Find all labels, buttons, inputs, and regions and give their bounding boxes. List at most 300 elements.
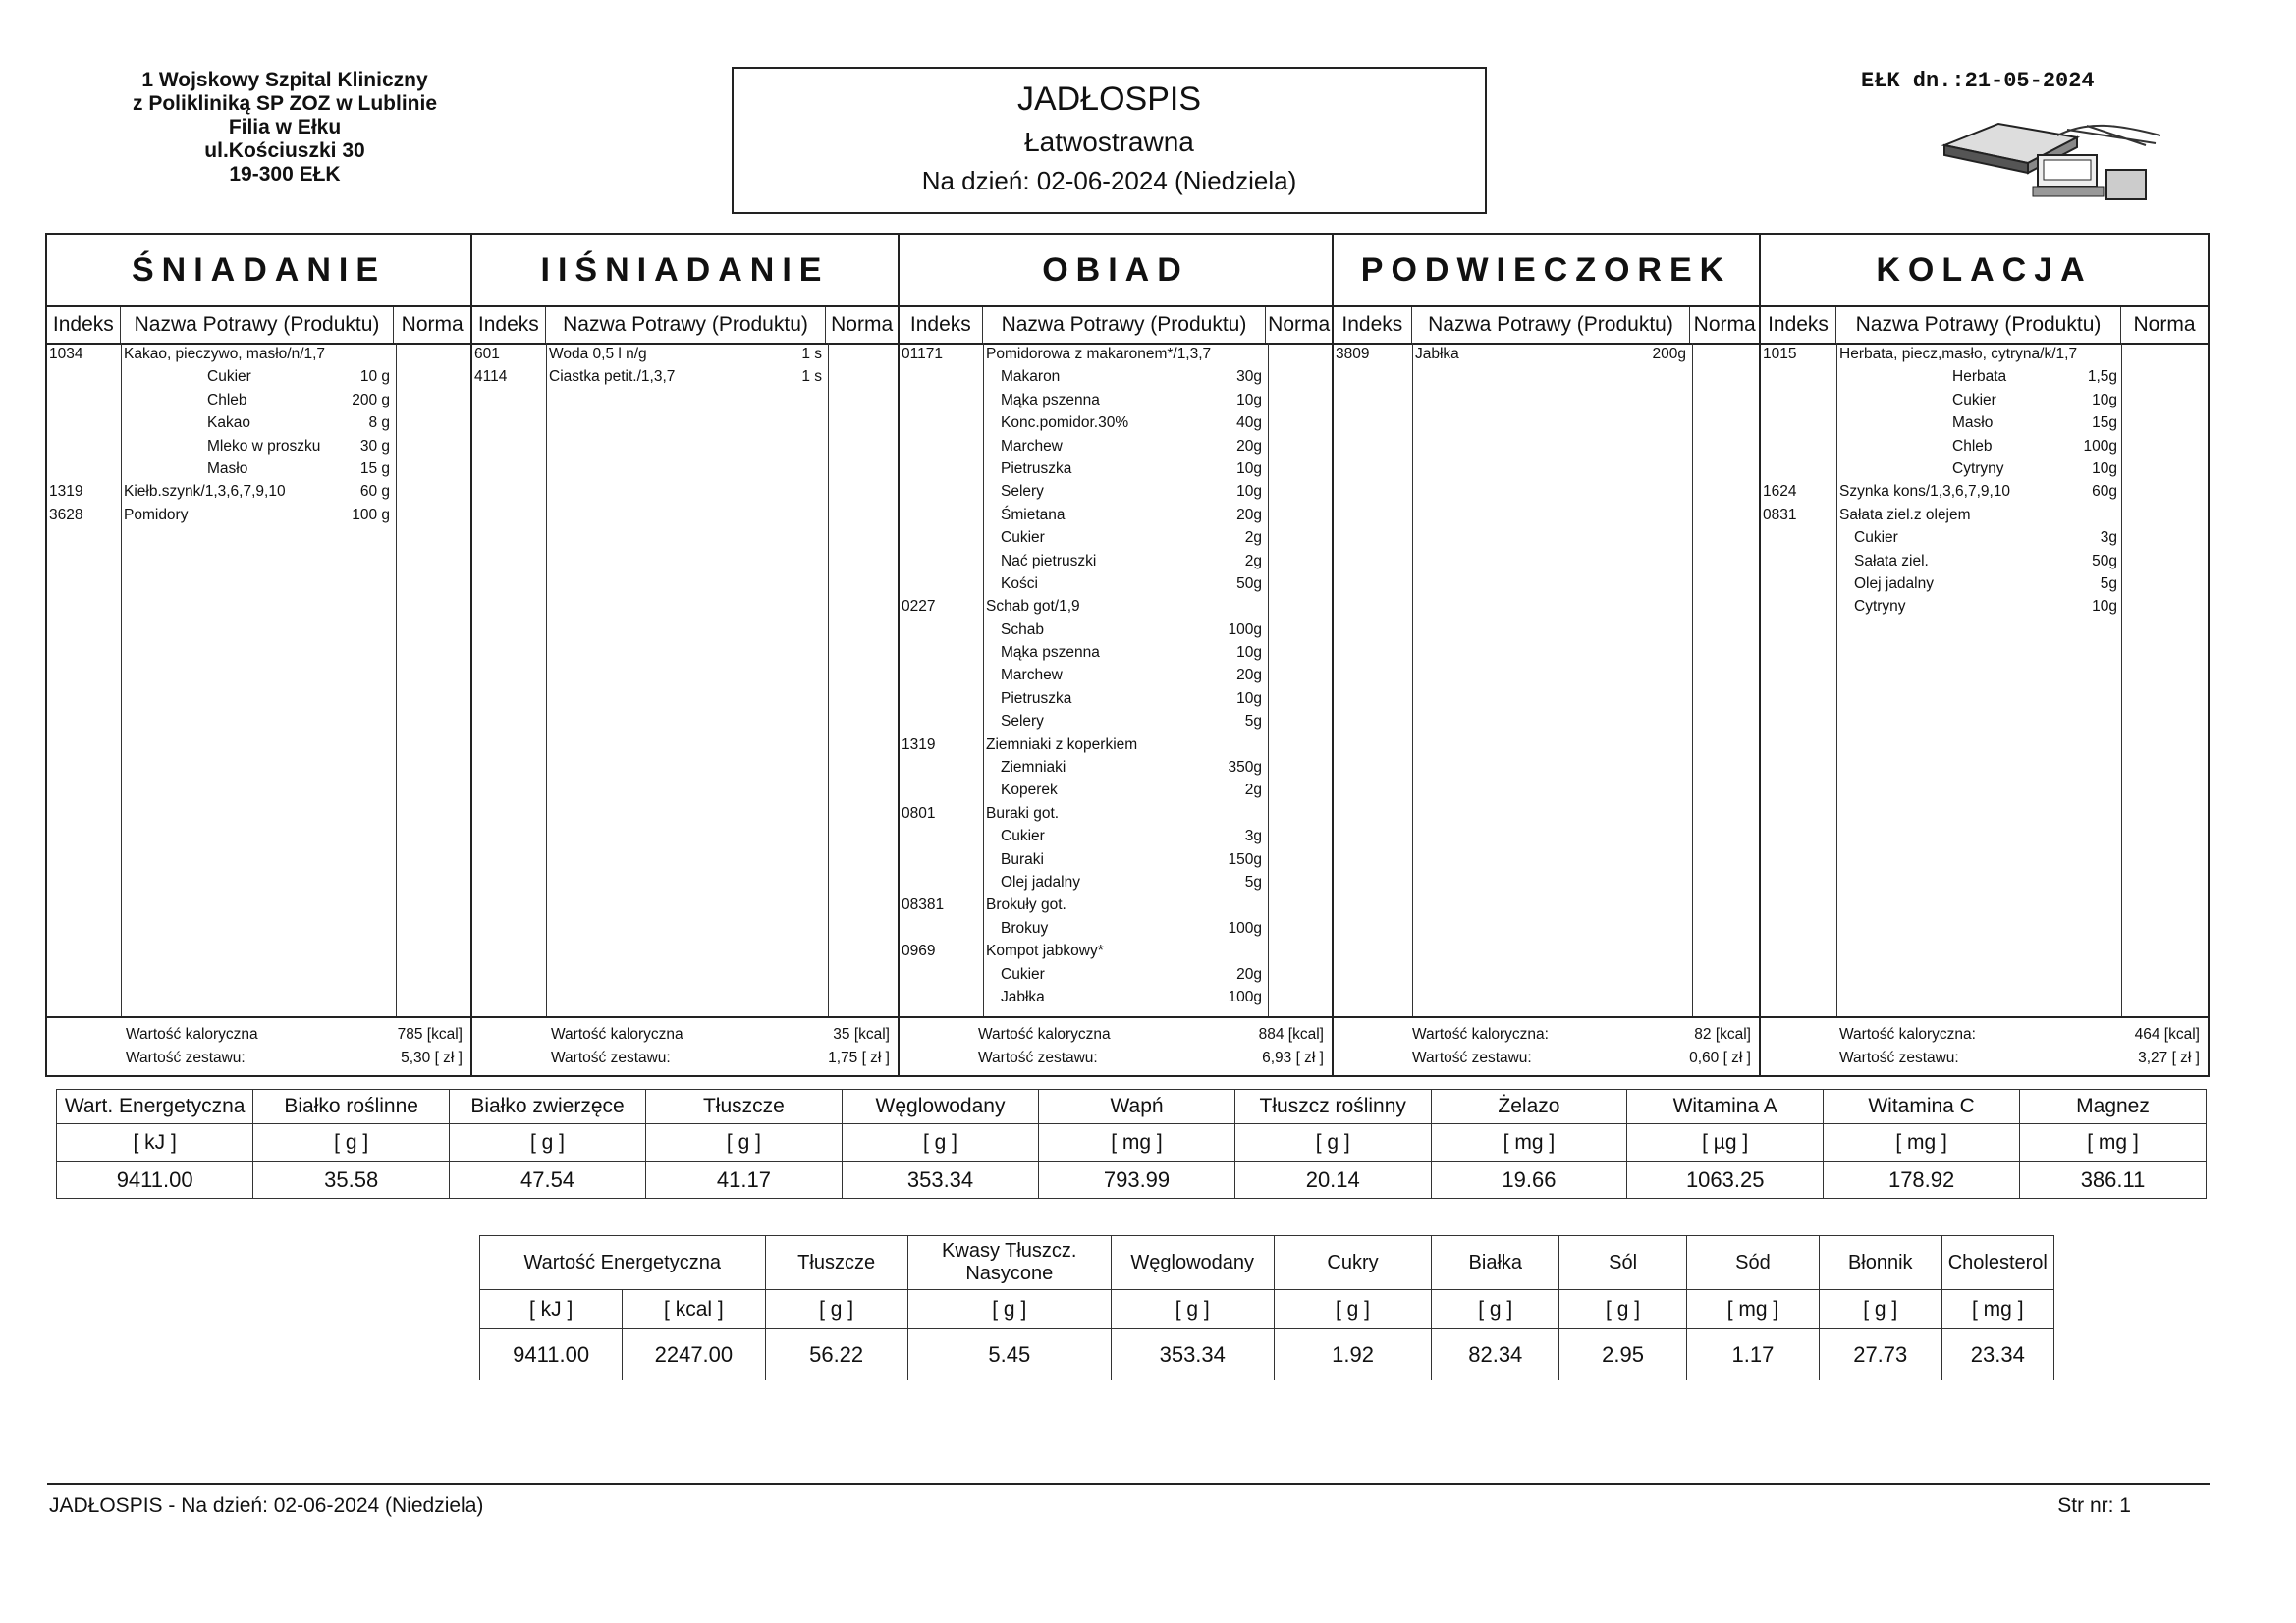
item-norm: 2g [1244, 552, 1262, 569]
column-headers [900, 307, 1332, 345]
menu-item-row [900, 917, 1332, 940]
item-norm: 20g [1236, 506, 1262, 523]
kcal-label: Wartość kaloryczna: [1412, 1026, 1549, 1043]
item-norm: 100g [1228, 988, 1262, 1005]
nutrient-value: 35.58 [253, 1162, 450, 1199]
ingredient-name: Olej jadalny [1001, 873, 1080, 891]
item-index: 0969 [902, 943, 936, 960]
ingredient-name: Selery [1001, 713, 1044, 730]
dish-name: Szynka kons/1,3,6,7,9,10 [1839, 483, 2011, 501]
menu-item-row [900, 893, 1332, 916]
index-header: Indeks [47, 307, 121, 343]
nutrient2-name: Cukry [1274, 1236, 1432, 1290]
ingredient-name: Sałata ziel. [1854, 552, 1929, 569]
ingredient-name: Cukier [1854, 529, 1898, 547]
dish-name: Schab got/1,9 [986, 598, 1080, 616]
item-index: 0801 [902, 804, 936, 822]
nutrition-value-row [57, 1162, 2207, 1199]
meal-title: KOLACJA [1761, 235, 2208, 307]
nutrient2-name: Błonnik [1819, 1236, 1941, 1290]
item-norm: 5g [2100, 574, 2117, 592]
nutrient-name: Węglowodany [842, 1090, 1038, 1124]
ingredient-name: Marchew [1001, 437, 1063, 455]
dish-name: Brokuły got. [986, 896, 1066, 914]
nutrient-name: Tłuszcz roślinny [1234, 1090, 1431, 1124]
cost-label: Wartość zestawu: [1839, 1050, 1959, 1066]
ingredient-name: Pietruszka [1001, 460, 1072, 477]
nutrient-name: Białko zwierzęce [450, 1090, 646, 1124]
menu-item-row [472, 343, 898, 365]
item-norm: 100 g [352, 506, 390, 523]
cost-value: 0,60 [ zł ] [1689, 1050, 1751, 1066]
meal-items [900, 343, 1332, 1016]
item-norm: 100g [1228, 621, 1262, 638]
dish-name: Pomidorowa z makaronem*/1,3,7 [986, 346, 1212, 362]
menu-grid [45, 233, 2210, 1077]
dish-name: Kakao, pieczywo, masło/n/1,7 [124, 346, 326, 362]
item-index: 1015 [1763, 346, 1797, 362]
item-norm: 10g [1236, 460, 1262, 477]
norm-divider [828, 343, 829, 1016]
menu-item-row [1761, 411, 2208, 434]
ingredient-name: Buraki [1001, 850, 1044, 868]
nutrient2-unit: [ g ] [1559, 1290, 1687, 1329]
nutrient2-name: Kwasy Tłuszcz. Nasycone [907, 1236, 1111, 1290]
menu-item-row [900, 802, 1332, 825]
nutrient2-unit: [ g ] [765, 1290, 907, 1329]
item-norm: 10g [2092, 460, 2117, 477]
ingredient-name: Jabłka [1001, 988, 1045, 1005]
item-norm: 5g [1244, 713, 1262, 730]
item-norm: 30g [1236, 368, 1262, 386]
item-norm: 3g [1244, 828, 1262, 845]
item-norm: 15g [2092, 414, 2117, 432]
nutrient-value: 793.99 [1039, 1162, 1235, 1199]
menu-item-row [900, 343, 1332, 365]
nutrient2-unit: [ kJ ] [480, 1290, 623, 1329]
column-headers [1761, 307, 2208, 345]
ingredient-name: Mleko w proszku [207, 437, 321, 455]
ingredient-name: Śmietana [1001, 506, 1066, 523]
item-norm: 8 g [368, 414, 390, 432]
item-norm: 100g [1228, 919, 1262, 937]
cost-label: Wartość zestawu: [978, 1050, 1098, 1066]
cost-value: 6,93 [ zł ] [1262, 1050, 1324, 1066]
item-index: 4114 [474, 368, 508, 386]
ingredient-name: Ziemniaki [1001, 759, 1066, 777]
nutrient-value: 386.11 [2020, 1162, 2207, 1199]
ingredient-name: Masło [207, 460, 248, 477]
nutrient-value: 19.66 [1431, 1162, 1627, 1199]
nutrient2-unit: [ kcal ] [623, 1290, 765, 1329]
menu-item-row [47, 389, 470, 411]
ingredient-name: Nać pietruszki [1001, 552, 1097, 569]
hospital-street: ul.Kościuszki 30 [204, 139, 365, 162]
index-divider [1412, 343, 1413, 1016]
item-index: 1319 [49, 483, 83, 501]
menu-item-row [1761, 550, 2208, 572]
ingredient-name: Pietruszka [1001, 689, 1072, 707]
item-norm: 60g [2092, 483, 2117, 501]
norm-header: Norma [1693, 313, 1756, 336]
ingredient-name: Makaron [1001, 368, 1061, 386]
nutrition-table-main [56, 1089, 2207, 1199]
column-headers [47, 307, 470, 345]
ingredient-name: Brokuy [1001, 919, 1049, 937]
title-box [732, 67, 1487, 214]
ingredient-name: Herbata [1952, 368, 2007, 386]
menu-item-row [1761, 504, 2208, 526]
nutrient-unit: [ mg ] [1824, 1124, 2020, 1162]
menu-item-row [47, 435, 470, 458]
menu-item-row [900, 526, 1332, 549]
meal-title: OBIAD [900, 235, 1332, 307]
item-index: 1319 [902, 735, 936, 753]
menu-item-row [900, 411, 1332, 434]
page-footer-title: JADŁOSPIS - Na dzień: 02-06-2024 (Niedziela) [49, 1494, 484, 1517]
nutrient2-value: 23.34 [1941, 1329, 2053, 1380]
ingredient-name: Cukier [1001, 529, 1045, 547]
nutrient2-unit: [ g ] [1432, 1290, 1559, 1329]
name-header: Nazwa Potrawy (Produktu) [121, 307, 395, 343]
menu-item-row [47, 458, 470, 480]
menu-item-row [1761, 435, 2208, 458]
item-norm: 10g [2092, 598, 2117, 616]
norm-divider [1692, 343, 1693, 1016]
meal-items [472, 343, 898, 1016]
menu-item-row [900, 710, 1332, 732]
page-title: JADŁOSPIS [1016, 81, 1202, 118]
nutrient2-unit: [ g ] [1819, 1290, 1941, 1329]
nutrient2-value: 2.95 [1559, 1329, 1687, 1380]
menu-item-row [1761, 526, 2208, 549]
dish-name: Jabłka [1415, 346, 1459, 362]
page-footer [47, 1483, 2210, 1517]
meal-column [47, 235, 472, 1075]
ingredient-name: Chleb [207, 391, 247, 408]
nutrient-unit: [ g ] [842, 1124, 1038, 1162]
dish-name: Woda 0,5 l n/g [549, 346, 647, 362]
column-headers [1334, 307, 1759, 345]
diet-type: Łatwostrawna [1024, 127, 1194, 157]
meal-title: PODWIECZOREK [1334, 235, 1759, 307]
nutrient-name: Białko roślinne [253, 1090, 450, 1124]
hospital-address [59, 69, 511, 187]
meal-items [1334, 343, 1759, 1016]
index-header: Indeks [900, 307, 983, 343]
dish-name: Herbata, piecz,masło, cytryna/k/1,7 [1839, 346, 2078, 362]
meal-column [472, 235, 900, 1075]
nutrient-value: 47.54 [450, 1162, 646, 1199]
nutrient-unit: [ µg ] [1627, 1124, 1824, 1162]
kcal-label: Wartość kaloryczna [978, 1026, 1111, 1043]
nutrient2-unit: [ g ] [907, 1290, 1111, 1329]
ingredient-name: Olej jadalny [1854, 574, 1934, 592]
item-norm: 3g [2100, 529, 2117, 547]
item-norm: 10g [2092, 391, 2117, 408]
hospital-city: 19-300 EŁK [229, 163, 341, 186]
norm-header: Norma [2133, 313, 2196, 336]
ingredient-name: Cukier [1001, 965, 1045, 983]
meal-title: ŚNIADANIE [47, 235, 470, 307]
nutrient2-name: Tłuszcze [765, 1236, 907, 1290]
item-index: 1034 [49, 346, 83, 362]
ingredient-name: Chleb [1952, 437, 1993, 455]
nutrient-value: 9411.00 [57, 1162, 253, 1199]
kcal-label: Wartość kaloryczna: [1839, 1026, 1976, 1043]
nutrient2-unit: [ g ] [1111, 1290, 1274, 1329]
item-norm: 50g [1236, 574, 1262, 592]
nutrient-value: 353.34 [842, 1162, 1038, 1199]
meal-summary [1334, 1016, 1759, 1079]
cost-label: Wartość zestawu: [1412, 1050, 1532, 1066]
item-norm: 10g [1236, 391, 1262, 408]
nutrient2-unit: [ mg ] [1686, 1290, 1819, 1329]
nutrient2-name: Cholesterol [1941, 1236, 2053, 1290]
menu-item-row [1761, 480, 2208, 503]
cost-value: 1,75 [ zł ] [828, 1050, 890, 1066]
nutrient2-name: Sód [1686, 1236, 1819, 1290]
menu-item-row [900, 458, 1332, 480]
nutrient-name: Tłuszcze [646, 1090, 843, 1124]
name-header: Nazwa Potrawy (Produktu) [983, 307, 1267, 343]
kcal-value: 884 [kcal] [1258, 1026, 1324, 1043]
dish-name: Sałata ziel.z olejem [1839, 506, 1971, 523]
menu-item-row [1761, 343, 2208, 365]
ingredient-name: Schab [1001, 621, 1044, 638]
meal-column [900, 235, 1334, 1075]
item-norm: 50g [2092, 552, 2117, 569]
ingredient-name: Cukier [1001, 828, 1045, 845]
menu-item-row [900, 986, 1332, 1008]
nutrient2-value: 82.34 [1432, 1329, 1559, 1380]
meal-column [1334, 235, 1761, 1075]
nutrient2-value: 1.92 [1274, 1329, 1432, 1380]
item-norm: 350g [1228, 759, 1262, 777]
item-index: 3628 [49, 506, 83, 523]
ingredient-name: Kakao [207, 414, 250, 432]
item-norm: 30 g [359, 437, 390, 455]
index-header: Indeks [1761, 307, 1836, 343]
kcal-value: 82 [kcal] [1694, 1026, 1751, 1043]
nutrient-unit: [ g ] [253, 1124, 450, 1162]
menu-item-row [900, 435, 1332, 458]
nutrition-table-label [479, 1235, 2054, 1380]
menu-item-row [900, 687, 1332, 710]
menu-item-row [900, 365, 1332, 388]
nutrition-header-row [57, 1090, 2207, 1124]
ingredient-name: Masło [1952, 414, 1994, 432]
menu-item-row [47, 365, 470, 388]
menu-item-row [900, 480, 1332, 503]
meal-summary [1761, 1016, 2208, 1079]
nutrient-value: 1063.25 [1627, 1162, 1824, 1199]
cost-value: 5,30 [ zł ] [401, 1050, 463, 1066]
nutrient2-value: 353.34 [1111, 1329, 1274, 1380]
dish-name: Buraki got. [986, 804, 1060, 822]
meal-summary [47, 1016, 470, 1079]
menu-item-row [900, 389, 1332, 411]
meal-summary [472, 1016, 898, 1079]
norm-header: Norma [1268, 313, 1331, 336]
nutrient-unit: [ mg ] [1039, 1124, 1235, 1162]
nutrition2-value-row [480, 1329, 2054, 1380]
menu-item-row [900, 779, 1332, 801]
item-norm: 20g [1236, 667, 1262, 684]
menu-item-row [900, 619, 1332, 641]
item-norm: 200 g [352, 391, 390, 408]
kcal-label: Wartość kaloryczna [551, 1026, 683, 1043]
item-norm: 15 g [359, 460, 390, 477]
menu-item-row [47, 343, 470, 365]
menu-item-row [47, 411, 470, 434]
menu-item-row [900, 504, 1332, 526]
nutrient2-value: 1.17 [1686, 1329, 1819, 1380]
page-number: Str nr: 1 [2057, 1494, 2131, 1517]
nutrient-unit: [ g ] [450, 1124, 646, 1162]
menu-item-row [900, 756, 1332, 779]
item-norm: 1,5g [2087, 368, 2117, 386]
norm-header: Norma [401, 313, 464, 336]
item-index: 08381 [902, 896, 945, 914]
nutrient2-value: 27.73 [1819, 1329, 1941, 1380]
cost-label: Wartość zestawu: [551, 1050, 671, 1066]
item-norm: 60 g [359, 483, 390, 501]
nutrient-name: Wart. Energetyczna [57, 1090, 253, 1124]
nutrition2-unit-row [480, 1290, 2054, 1329]
kcal-label: Wartość kaloryczna [126, 1026, 258, 1043]
dish-name: Ziemniaki z koperkiem [986, 735, 1138, 753]
nutrient-name: Magnez [2020, 1090, 2207, 1124]
menu-item-row [1761, 458, 2208, 480]
dish-name: Kompot jabkowy* [986, 943, 1104, 960]
hospital-branch: Filia w Ełku [228, 116, 342, 138]
hospital-name: 1 Wojskowy Szpital Kliniczny [141, 69, 428, 91]
item-norm: 1 s [801, 368, 822, 386]
book-computer-logo-icon [1940, 116, 2165, 204]
ingredient-name: Cukier [207, 368, 251, 386]
menu-item-row [900, 595, 1332, 618]
nutrient-name: Witamina C [1824, 1090, 2020, 1124]
dish-name: Pomidory [124, 506, 189, 523]
item-norm: 10g [1236, 689, 1262, 707]
item-index: 3809 [1336, 346, 1370, 362]
nutrient2-unit: [ mg ] [1941, 1290, 2053, 1329]
index-divider [546, 343, 547, 1016]
meal-title: IIŚNIADANIE [472, 235, 898, 307]
ingredient-name: Koperek [1001, 782, 1058, 799]
ingredient-name: Mąka pszenna [1001, 391, 1100, 408]
menu-item-row [1761, 365, 2208, 388]
item-norm: 2g [1244, 529, 1262, 547]
nutrient2-name: Sól [1559, 1236, 1687, 1290]
ingredient-name: Kości [1001, 574, 1038, 592]
ingredient-name: Cytryny [1854, 598, 1906, 616]
menu-item-row [472, 365, 898, 388]
menu-item-row [900, 871, 1332, 893]
nutrient2-name: Wartość Energetyczna [480, 1236, 766, 1290]
nutrient-unit: [ mg ] [1431, 1124, 1627, 1162]
nutrient2-value: 56.22 [765, 1329, 907, 1380]
meal-items [1761, 343, 2208, 1016]
menu-item-row [900, 848, 1332, 871]
item-index: 0227 [902, 598, 936, 616]
menu-item-row [1761, 595, 2208, 618]
item-norm: 20g [1236, 437, 1262, 455]
item-index: 0831 [1763, 506, 1797, 523]
nutrient-name: Witamina A [1627, 1090, 1824, 1124]
nutrient2-value: 9411.00 [480, 1329, 623, 1380]
kcal-value: 464 [kcal] [2134, 1026, 2200, 1043]
kcal-value: 35 [kcal] [833, 1026, 890, 1043]
menu-date: Na dzień: 02-06-2024 (Niedziela) [921, 166, 1297, 195]
menu-item-row [900, 641, 1332, 664]
menu-item-row [1761, 572, 2208, 595]
nutrition2-header-row [480, 1236, 2054, 1290]
item-norm: 10g [1236, 483, 1262, 501]
item-index: 1624 [1763, 483, 1797, 501]
nutrient-unit: [ g ] [1234, 1124, 1431, 1162]
nutrient-value: 178.92 [1824, 1162, 2020, 1199]
meal-items [47, 343, 470, 1016]
item-norm: 150g [1228, 850, 1262, 868]
item-norm: 1 s [801, 346, 822, 362]
nutrition-unit-row [57, 1124, 2207, 1162]
menu-item-row [900, 963, 1332, 986]
nutrient2-unit: [ g ] [1274, 1290, 1432, 1329]
menu-item-row [900, 550, 1332, 572]
column-headers [472, 307, 898, 345]
nutrient2-name: Węglowodany [1111, 1236, 1274, 1290]
item-norm: 10 g [359, 368, 390, 386]
nutrient-name: Żelazo [1431, 1090, 1627, 1124]
nutrient2-name: Białka [1432, 1236, 1559, 1290]
meal-column [1761, 235, 2208, 1075]
hospital-parent: z Polikliniką SP ZOZ w Lublinie [133, 92, 437, 115]
nutrient-unit: [ g ] [646, 1124, 843, 1162]
menu-item-row [900, 940, 1332, 962]
ingredient-name: Cukier [1952, 391, 1996, 408]
name-header: Nazwa Potrawy (Produktu) [1412, 307, 1691, 343]
item-norm: 100g [2083, 437, 2117, 455]
item-norm: 40g [1236, 414, 1262, 432]
item-norm: 10g [1236, 644, 1262, 662]
ingredient-name: Marchew [1001, 667, 1063, 684]
nutrient-value: 41.17 [646, 1162, 843, 1199]
nutrient-unit: [ mg ] [2020, 1124, 2207, 1162]
nutrient-name: Wapń [1039, 1090, 1235, 1124]
dish-name: Ciastka petit./1,3,7 [549, 368, 676, 386]
cost-value: 3,27 [ zł ] [2138, 1050, 2200, 1066]
item-index: 601 [474, 346, 500, 362]
menu-item-row [47, 504, 470, 526]
name-header: Nazwa Potrawy (Produktu) [1836, 307, 2121, 343]
cost-label: Wartość zestawu: [126, 1050, 246, 1066]
ingredient-name: Selery [1001, 483, 1044, 501]
index-header: Indeks [1334, 307, 1412, 343]
menu-item-row [900, 572, 1332, 595]
item-norm: 2g [1244, 782, 1262, 799]
index-header: Indeks [472, 307, 546, 343]
item-norm: 20g [1236, 965, 1262, 983]
ingredient-name: Mąka pszenna [1001, 644, 1100, 662]
item-norm: 5g [1244, 873, 1262, 891]
dish-name: Kiełb.szynk/1,3,6,7,9,10 [124, 483, 286, 501]
nutrient2-value: 2247.00 [623, 1329, 765, 1380]
ingredient-name: Konc.pomidor.30% [1001, 414, 1129, 432]
menu-item-row [47, 480, 470, 503]
item-index: 01171 [902, 346, 943, 362]
